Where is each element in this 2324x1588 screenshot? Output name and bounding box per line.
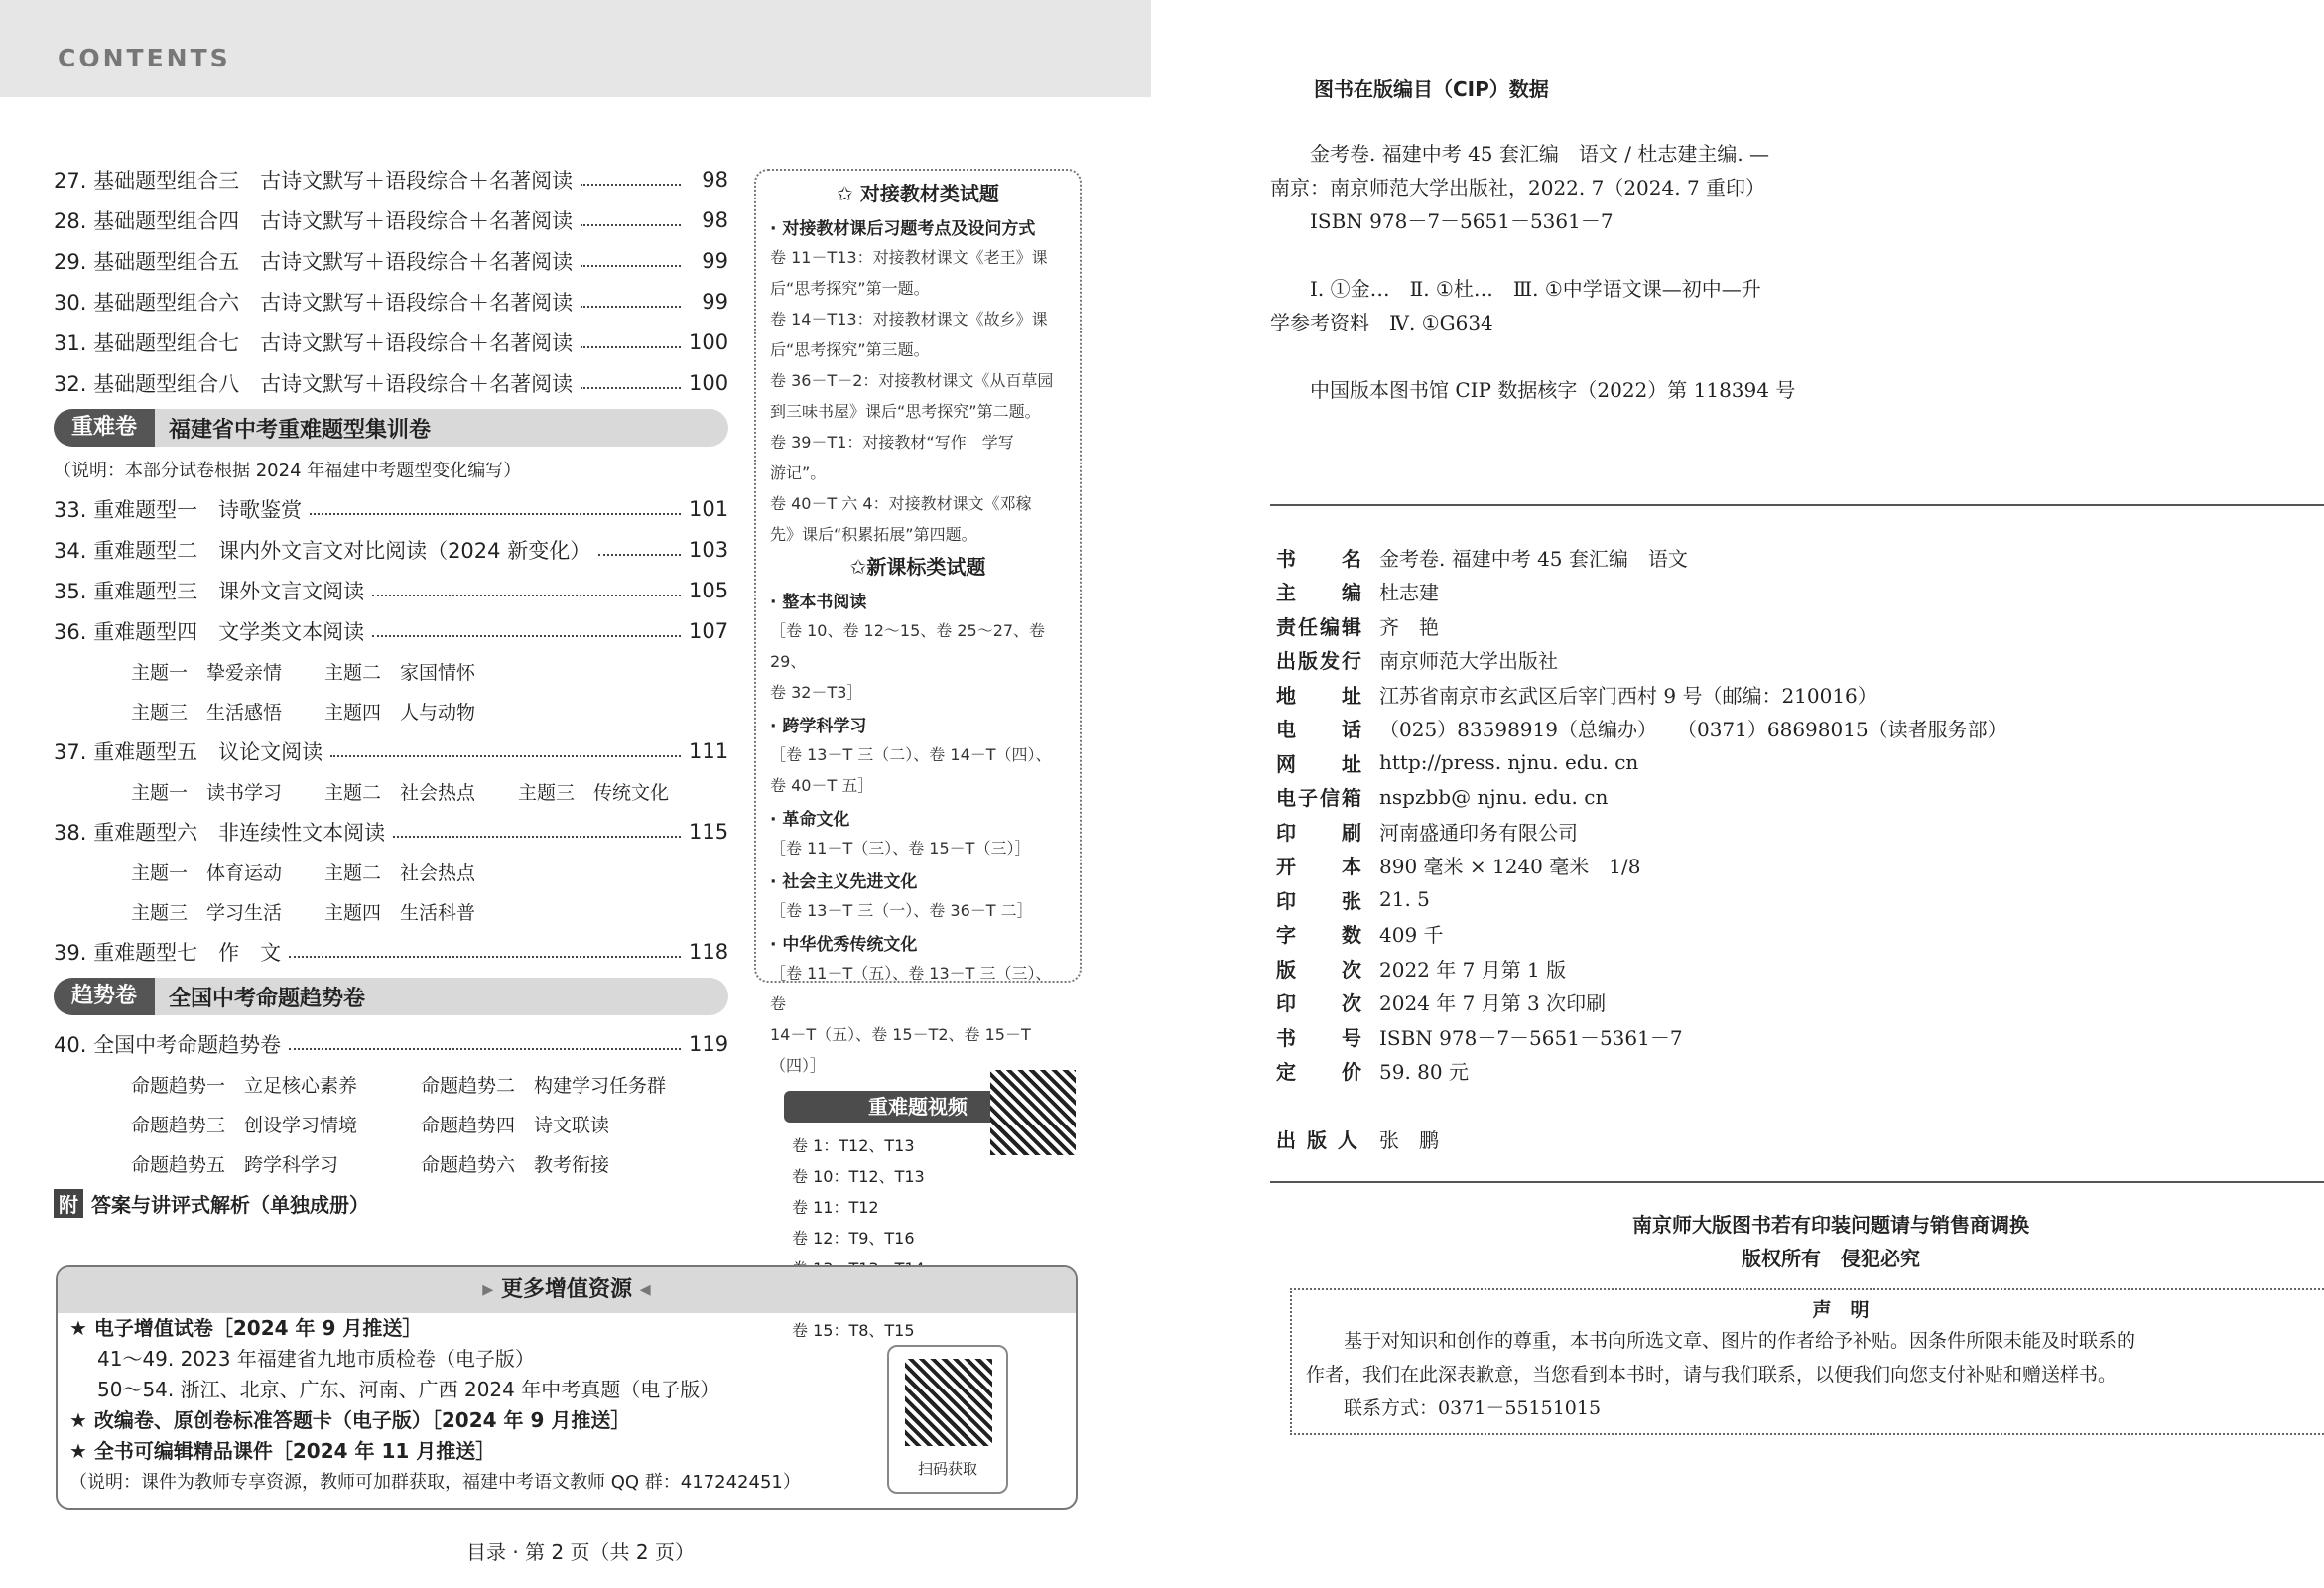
info-row: 开 本 890 毫米 × 1240 毫米 1/8 <box>1276 855 1641 879</box>
copyright-page <box>1161 0 2324 1588</box>
toc-entry: 36. 重难题型四 文学类文本阅读 107 <box>54 618 729 644</box>
toc-subtopics: 主题一 体育运动 主题二 社会热点 <box>131 861 476 884</box>
toc-entry: 32. 基础题型组合八 古诗文默写＋语段综合＋名著阅读 100 <box>54 370 729 396</box>
info-row: 印 刷 河南盛通印务有限公司 <box>1276 820 1578 845</box>
toc-entry: 39. 重难题型七 作 文 118 <box>54 939 729 965</box>
group-title: · 革命文化 <box>770 810 850 830</box>
declaration-title: 声 明 <box>1812 1299 1870 1321</box>
toc-entry: 35. 重难题型三 课外文言文阅读 105 <box>54 578 729 603</box>
toc-subtopics: 主题一 读书学习 主题二 社会热点 主题三 传统文化 <box>131 781 670 804</box>
toc-entry: 30. 基础题型组合六 古诗文默写＋语段综合＋名著阅读 99 <box>54 289 728 315</box>
info-row: 书 名 金考卷. 福建中考 45 套汇编 语文 <box>1276 546 1688 571</box>
toc-entry: 37. 重难题型五 议论文阅读 111 <box>54 738 729 764</box>
toc-subtopics: 主题三 生活感悟 主题四 人与动物 <box>131 701 476 724</box>
panel-title-2: ✩新课标类试题 <box>849 555 986 579</box>
page-footer: 目录 · 第 2 页（共 2 页） <box>466 1540 695 1564</box>
toc-entry: 33. 重难题型一 诗歌鉴赏 101 <box>54 496 729 522</box>
resource-note: （说明：课件为教师专享资源，教师可加群获取，福建中考语文教师 QQ 群：417242451） <box>69 1472 801 1493</box>
info-row: 电 话 （025）83598919（总编办） （0371）68698015（读者服务部） <box>1276 718 2007 742</box>
toc-entry: 38. 重难题型六 非连续性文本阅读 115 <box>54 819 729 845</box>
info-row: 网 址 http://press. njnu. edu. cn <box>1276 750 1639 776</box>
resource-line: ★ 电子增值试卷［2024 年 9 月推送］ <box>69 1316 423 1340</box>
contents-page <box>0 0 1161 1588</box>
toc-entry: 28. 基础题型组合四 古诗文默写＋语段综合＋名著阅读 98 <box>54 207 728 233</box>
info-row: 责任编辑 齐 艳 <box>1276 614 1439 639</box>
toc-entry: 27. 基础题型组合三 古诗文默写＋语段综合＋名著阅读 98 <box>54 167 728 193</box>
resources-title: ▸ 更多增值资源 ◂ <box>58 1267 1076 1313</box>
appendix-text: 答案与讲评式解析（单独成册） <box>91 1192 369 1217</box>
list-item: 卷 1：T12、T13 <box>792 1136 915 1155</box>
qr-frame <box>887 1345 1008 1494</box>
declaration-line: 作者，我们在此深表歉意，当您看到本书时，请与我们联系，以便我们向您支付补贴和赠送样书。 <box>1306 1364 2118 1386</box>
toc-entry: 29. 基础题型组合五 古诗文默写＋语段综合＋名著阅读 99 <box>54 248 728 274</box>
cip-title: 图书在版编目（CIP）数据 <box>1314 77 1549 101</box>
toc-column <box>54 159 728 1223</box>
cip-block: 金考卷. 福建中考 45 套汇编 语文 / 杜志建主编. — 南京：南京师范大学出版社，2022. 7（2024. 7 重印） ISBN 978－7－5651－5361－7 Ⅰ. ①金… Ⅱ. ①杜… Ⅲ. ①中学语文课—初中—升 学参考资料 Ⅳ. ①G634 中国版本图书馆 CIP 数据核字（2022）第 118394 号 <box>1270 142 1796 402</box>
resource-line: 50～54. 浙江、北京、广东、河南、广西 2024 年中考真题（电子版） <box>97 1378 720 1401</box>
panel-text: 卷 11－T13：对接教材课文《老王》课 后“思考探究”第一题。 卷 14－T13：对接教材课文《故乡》课 后“思考探究”第三题。 卷 36－T－2：对接教材课文《从百草园 到三味书屋》课后“思考探究”第二题。 卷 39－T1：对接教材“写作 学写 游记”。 卷 40－T 六 4：对接教材课文《邓稼 先》课后“积累拓展”第四题。 <box>770 248 1054 544</box>
info-row: 版 次 2022 年 7 月第 1 版 <box>1276 957 1567 982</box>
info-row: 主 编 杜志建 <box>1276 581 1439 605</box>
publisher-row: 出 版 人 张 鹏 <box>1276 1127 1439 1152</box>
declaration-line: 联系方式：0371－55151015 <box>1306 1397 1602 1419</box>
contents-header <box>0 0 1151 97</box>
group-text: ［卷 11－T（三）、卷 15－T（三）］ <box>770 839 1031 858</box>
notice-print: 南京师大版图书若有印装问题请与销售商调换 <box>1632 1213 2029 1237</box>
qr-code-icon[interactable] <box>990 1070 1076 1155</box>
toc-subtopics: 命题趋势一 立足核心素养 命题趋势二 构建学习任务群 <box>131 1074 667 1097</box>
section-tag: 趋势卷 <box>54 978 155 1015</box>
info-row: 地 址 江苏省南京市玄武区后宰门西村 9 号（邮编：210016） <box>1276 683 1877 708</box>
section-banner-trend <box>54 978 728 1015</box>
list-item: 卷 15：T8、T15 <box>792 1321 915 1340</box>
toc-subtopics: 命题趋势五 跨学科学习 命题趋势六 教考衔接 <box>131 1153 610 1176</box>
toc-subtopics: 主题一 挚爱亲情 主题二 家国情怀 <box>131 661 476 684</box>
section-note: （说明：本部分试卷根据 2024 年福建中考题型变化编写） <box>54 461 522 481</box>
group-text: ［卷 13－T 三（二）、卷 14－T（四）、 卷 40－T 五］ <box>770 745 1052 795</box>
resources-box <box>56 1265 1078 1510</box>
section-name: 全国中考命题趋势卷 <box>169 986 366 1011</box>
group-title: · 跨学科学习 <box>770 717 867 736</box>
video-section-title: 重难题视频 <box>784 1091 1052 1123</box>
appendix-line <box>54 1183 728 1223</box>
list-item: 卷 10：T12、T13 <box>792 1167 925 1186</box>
divider <box>1270 504 2324 506</box>
qr-code-icon[interactable] <box>905 1359 992 1446</box>
group-text: ［卷 13－T 三（一）、卷 36－T 二］ <box>770 901 1033 920</box>
divider <box>1270 1181 2324 1183</box>
group-title: · 整本书阅读 <box>770 593 867 612</box>
info-row: 字 数 409 千 <box>1276 923 1444 948</box>
toc-entry: 40. 全国中考命题趋势卷 119 <box>54 1031 729 1057</box>
section-name: 福建省中考重难题型集训卷 <box>169 417 432 443</box>
list-item: 卷 12：T9、T16 <box>792 1229 915 1248</box>
list-item: 卷 11：T12 <box>792 1198 879 1217</box>
toc-subtopics: 主题三 学习生活 主题四 生活科普 <box>131 901 476 924</box>
panel-subtitle: · 对接教材课后习题考点及设问方式 <box>770 219 1036 239</box>
toc-entry: 34. 重难题型二 课内外文言文对比阅读（2024 新变化） 103 <box>54 537 729 563</box>
group-text: ［卷 10、卷 12～15、卷 25～27、卷 29、 卷 32－T3］ <box>770 621 1046 702</box>
toc-entry: 31. 基础题型组合七 古诗文默写＋语段综合＋名著阅读 100 <box>54 330 729 355</box>
info-row: 印 张 21. 5 <box>1276 887 1430 913</box>
star-icon: ✩ <box>849 555 867 579</box>
info-row: 电子信箱 nspzbb@ njnu. edu. cn <box>1276 784 1609 811</box>
panel-title: ✩ 对接教材类试题 <box>837 182 999 205</box>
group-title: · 中华优秀传统文化 <box>770 935 918 955</box>
toc-subtopics: 命题趋势三 创设学习情境 命题趋势四 诗文联读 <box>131 1114 610 1136</box>
appendix-tag: 附 <box>54 1189 83 1218</box>
notice-copyright: 版权所有 侵犯必究 <box>1742 1247 1920 1270</box>
sidebar-panel <box>754 169 1082 1340</box>
section-banner-difficult <box>54 409 728 447</box>
info-row: 印 次 2024 年 7 月第 3 次印刷 <box>1276 992 1607 1016</box>
section-tag: 重难卷 <box>54 409 155 447</box>
group-title: · 社会主义先进文化 <box>770 872 918 892</box>
contents-title: CONTENTS <box>58 44 231 72</box>
info-row: 出版发行 南京师范大学出版社 <box>1276 649 1558 674</box>
declaration-line: 基于对知识和创作的尊重，本书向所选文章、图片的作者给予补贴。因条件所限未能及时联系的 <box>1306 1330 2136 1352</box>
info-row: 书 号 ISBN 978－7－5651－5361－7 <box>1276 1025 1683 1050</box>
star-icon: ✩ <box>837 182 853 205</box>
info-row: 定 价 59. 80 元 <box>1276 1060 1469 1085</box>
resource-line: 41～49. 2023 年福建省九地市质检卷（电子版） <box>97 1347 535 1371</box>
declaration-box <box>1290 1288 2324 1435</box>
resource-line: ★ 全书可编辑精品课件［2024 年 11 月推送］ <box>69 1439 496 1463</box>
group-text: ［卷 11－T（五）、卷 13－T 三（三）、卷 14－T（五）、卷 15－T2、卷 15－T（四）］ <box>770 964 1052 1075</box>
book-info <box>1276 540 2007 1156</box>
qr-caption: 扫码获取 <box>917 1460 977 1478</box>
resource-line: ★ 改编卷、原创卷标准答题卡（电子版）［2024 年 9 月推送］ <box>69 1408 631 1432</box>
